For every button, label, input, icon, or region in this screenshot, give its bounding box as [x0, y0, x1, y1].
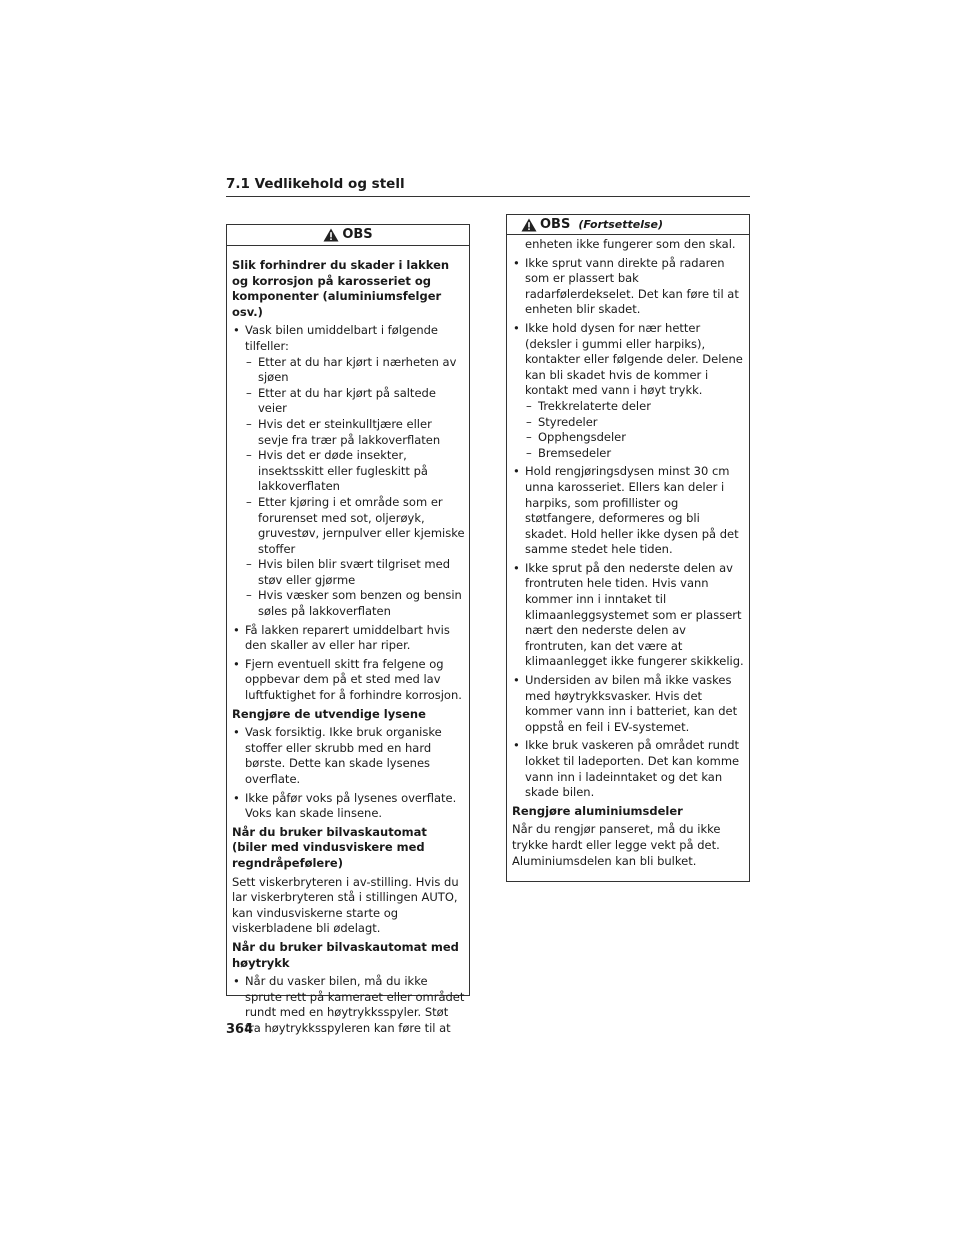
- list-item: • Når du vasker bilen, må du ikke sprute rett på kameraet eller området rundt med en høytrykksspyler. Støt fra høytrykksspyleren kan føre til at: [232, 974, 465, 1036]
- subheading: Når du bruker bilvaskautomat med høytrykk: [232, 939, 459, 970]
- list-item: • Ikke påfør voks på lysenes overflate. Voks kan skade linsene.: [232, 791, 465, 822]
- warning-triangle-icon: [323, 228, 339, 242]
- list-item: • Ikke bruk vaskeren på området rundt lokket til ladeporten. Det kan komme vann inn i ladeinntaket og det kan skade bilen.: [512, 738, 745, 800]
- bullet-list: [512, 256, 745, 801]
- dash-item: – Bremsedeler: [525, 446, 745, 462]
- list-item: • Ikke sprut vann direkte på radaren som er plassert bak radarfølerdekselet. Det kan føre til at enheten blir skadet.: [512, 256, 745, 318]
- subheading: Rengjøre aluminiumsdeler: [512, 803, 683, 818]
- dash-list: [245, 355, 465, 620]
- dash-item: – Hvis bilen blir svært tilgriset med støv eller gjørme: [245, 557, 465, 588]
- subheading: Når du bruker bilvaskautomat (biler med vindusviskere med regndråpefølere): [232, 824, 427, 870]
- continued-text: enheten ikke fungerer som den skal.: [525, 237, 736, 251]
- dash-item: – Etter at du har kjørt i nærheten av sjøen: [245, 355, 465, 386]
- dash-item: – Hvis væsker som benzen og bensin søles på lakkoverflaten: [245, 588, 465, 619]
- warning-triangle-icon: [521, 218, 537, 232]
- section-header: 7.1 Vedlikehold og stell: [226, 176, 750, 197]
- list-item: [232, 323, 465, 619]
- dash-item: – Etter at du har kjørt på saltede veier: [245, 386, 465, 417]
- subheading: Slik forhindrer du skader i lakken og korrosjon på karosseriet og komponenter (aluminiumsfelger osv.): [232, 258, 450, 319]
- paragraph: Sett viskerbryteren i av-stilling. Hvis du lar viskerbryteren stå i stillingen AUTO, kan vindusviskerne starte og viskerbladene bli ødelagt.: [232, 874, 459, 936]
- list-item: • Fjern eventuell skitt fra felgene og oppbevar dem på et sted med lav luftfuktighet for å forhindre korrosjon.: [232, 657, 465, 704]
- warning-box-right: [506, 214, 750, 882]
- dash-list: [525, 399, 745, 461]
- warning-box-header: [227, 225, 469, 246]
- warning-box-body: [507, 235, 749, 869]
- list-item: • Undersiden av bilen må ikke vaskes med høytrykksvasker. Hvis det kommer vann inn i batteriet, kan det oppstå en feil i EV-systemet.: [512, 673, 745, 735]
- warning-box-body: [227, 246, 469, 1037]
- list-item: • Få lakken reparert umiddelbart hvis den skaller av eller har riper.: [232, 623, 465, 654]
- list-item-text: Ikke hold dysen for nær hetter (deksler i gummi eller harpiks), kontakter eller følgende deler. Delene kan bli skadet hvis de kommer i kontakt med vann i høyt trykk.: [525, 320, 743, 398]
- dash-item: – Hvis det er steinkulltjære eller sevje fra trær på lakkoverflaten: [245, 417, 465, 448]
- list-item: • Ikke sprut på den nederste delen av frontruten hele tiden. Hvis vann kommer inn i inntaket til klimaanleggsystemet som er plassert nært den nederste delen av frontruten, kan det være at klimaanlegget ikke fungerer skikkelig.: [512, 561, 745, 670]
- dash-item: – Trekkrelaterte deler: [525, 399, 745, 415]
- list-item: [512, 321, 745, 461]
- bullet-list: [232, 725, 465, 822]
- warning-label: OBS: [342, 227, 373, 243]
- continued-label: (Fortsettelse): [578, 217, 664, 231]
- warning-box-header: [507, 215, 749, 235]
- subheading: Rengjøre de utvendige lysene: [232, 706, 426, 721]
- list-item-text: Vask bilen umiddelbart i følgende tilfeller:: [245, 323, 439, 353]
- paragraph: Når du rengjør panseret, må du ikke trykke hardt eller legge vekt på det. Aluminiumsdelen kan bli bulket.: [512, 822, 721, 868]
- dash-item: – Hvis det er døde insekter, insektsskitt eller fugleskitt på lakkoverflaten: [245, 448, 465, 495]
- bullet-list: [232, 974, 465, 1036]
- list-item: • Hold rengjøringsdysen minst 30 cm unna karosseriet. Ellers kan deler i harpiks, som profillister og støtfangere, deformeres og bli skadet. Hold heller ikke dysen på det samme stedet hele tiden.: [512, 464, 745, 558]
- dash-item: – Opphengsdeler: [525, 430, 745, 446]
- bullet-list: [232, 323, 465, 703]
- page-number: 364: [226, 1022, 254, 1037]
- warning-label: OBS: [540, 216, 571, 232]
- list-item: • Vask forsiktig. Ikke bruk organiske stoffer eller skrubb med en hard børste. Dette kan skade lysenes overflate.: [232, 725, 465, 787]
- dash-item: – Etter kjøring i et område som er forurenset med sot, oljerøyk, gruvestøv, jernpulver eller kjemiske stoffer: [245, 495, 465, 557]
- dash-item: – Styredeler: [525, 415, 745, 431]
